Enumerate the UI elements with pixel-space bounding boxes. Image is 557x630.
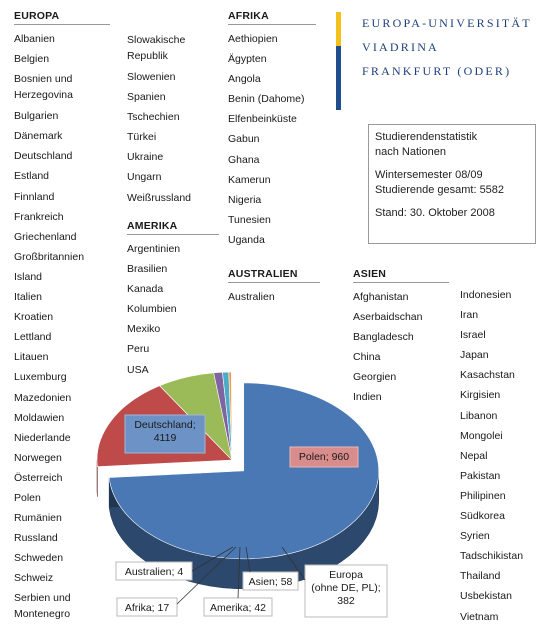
country-item: Indonesien bbox=[460, 289, 512, 301]
svg-text:Afrika; 17: Afrika; 17 bbox=[124, 602, 170, 614]
country-item: Albanien bbox=[14, 33, 55, 45]
country-item: Afghanistan bbox=[353, 291, 409, 303]
australien-heading: AUSTRALIEN bbox=[228, 268, 320, 283]
data-label bbox=[290, 447, 358, 467]
country-item: Australien bbox=[228, 291, 275, 303]
country-item: Österreich bbox=[14, 471, 63, 484]
country-item: Kirgisien bbox=[460, 389, 501, 402]
country-item: Slowakische Republik bbox=[127, 34, 186, 62]
svg-text:Europa: Europa bbox=[329, 569, 363, 581]
country-item: Mongolei bbox=[460, 429, 503, 442]
country-item: Tunesien bbox=[228, 213, 271, 226]
svg-text:4119: 4119 bbox=[153, 432, 177, 444]
country-item: Ungarn bbox=[127, 171, 162, 184]
country-item: Mexiko bbox=[127, 323, 161, 336]
logo-line-2: VIADRINA bbox=[362, 40, 439, 54]
country-item: Ukraine bbox=[127, 151, 164, 164]
country-item: Aethiopien bbox=[228, 33, 278, 45]
data-label bbox=[204, 598, 272, 616]
country-item: Mazedonien bbox=[14, 391, 72, 404]
country-item: Großbritannien bbox=[14, 250, 85, 263]
info-title-2: nach Nationen bbox=[375, 146, 446, 158]
country-item: Finnland bbox=[14, 190, 55, 203]
info-semester: Wintersemester 08/09 bbox=[375, 169, 483, 181]
data-label bbox=[116, 562, 192, 580]
amerika-heading: AMERIKA bbox=[127, 220, 219, 235]
country-item: Angola bbox=[228, 73, 261, 86]
country-item: Gabun bbox=[228, 133, 260, 146]
country-item: Lettland bbox=[14, 331, 52, 344]
country-item: Bosnien und Herzegovina bbox=[14, 73, 73, 102]
country-item: Vietnam bbox=[460, 610, 499, 623]
country-item: Slowenien bbox=[127, 71, 176, 83]
data-label bbox=[243, 572, 298, 590]
country-item: Uganda bbox=[228, 233, 265, 246]
country-item: USA bbox=[127, 363, 149, 376]
country-item: Brasilien bbox=[127, 263, 168, 276]
country-item: Estland bbox=[14, 170, 50, 183]
country-item: Ägypten bbox=[228, 53, 267, 66]
country-item: Philipinen bbox=[460, 489, 506, 502]
country-item: Bangladesch bbox=[353, 331, 414, 344]
country-item: China bbox=[353, 351, 381, 364]
country-item: Belgien bbox=[14, 53, 50, 66]
country-item: Georgien bbox=[353, 371, 397, 384]
country-item: Südkorea bbox=[460, 510, 505, 523]
country-item: Weißrussland bbox=[127, 191, 191, 204]
info-title-1: Studierendenstatistik bbox=[375, 131, 478, 143]
country-item: Polen bbox=[14, 491, 41, 504]
country-item: Benin (Dahome) bbox=[228, 93, 305, 106]
country-item: Türkei bbox=[127, 131, 157, 144]
svg-text:Polen; 960: Polen; 960 bbox=[298, 451, 350, 463]
country-item: Iran bbox=[460, 309, 479, 322]
country-item: Japan bbox=[460, 349, 489, 362]
country-item: Italien bbox=[14, 291, 43, 304]
logo-line-1: EUROPA-UNIVERSITÄT bbox=[362, 16, 532, 30]
country-item: Kasachstan bbox=[460, 369, 515, 382]
country-item: Usbekistan bbox=[460, 590, 512, 603]
country-item: Moldawien bbox=[14, 411, 65, 424]
country-item: Frankreich bbox=[14, 210, 64, 223]
country-item: Indien bbox=[353, 391, 382, 404]
svg-text:382: 382 bbox=[337, 595, 355, 607]
country-item: Libanon bbox=[460, 409, 498, 422]
info-total: Studierende gesamt: 5582 bbox=[375, 184, 505, 196]
country-item: Niederlande bbox=[14, 431, 71, 444]
country-item: Elfenbeinküste bbox=[228, 113, 297, 126]
country-item: Luxemburg bbox=[14, 371, 67, 384]
data-label bbox=[305, 565, 387, 617]
logo-line-3: FRANKFURT (ODER) bbox=[362, 64, 512, 78]
svg-text:Deutschland;: Deutschland; bbox=[134, 419, 196, 431]
data-label bbox=[125, 415, 205, 453]
data-label bbox=[117, 598, 177, 616]
country-item: Litauen bbox=[14, 351, 49, 364]
country-item: Syrien bbox=[460, 530, 490, 543]
svg-text:(ohne DE, PL);: (ohne DE, PL); bbox=[311, 582, 381, 594]
country-item: Spanien bbox=[127, 91, 166, 104]
country-item: Griechenland bbox=[14, 230, 77, 243]
country-item: Dänemark bbox=[14, 130, 63, 143]
country-item: Ghana bbox=[228, 153, 260, 166]
country-item: Israel bbox=[460, 329, 486, 342]
country-item: Schweden bbox=[14, 552, 64, 565]
svg-text:Amerika; 42: Amerika; 42 bbox=[209, 602, 267, 614]
country-item: Nigeria bbox=[228, 193, 262, 206]
country-item: Thailand bbox=[460, 570, 501, 583]
asien-heading: ASIEN bbox=[353, 268, 449, 283]
country-item: Norwegen bbox=[14, 451, 62, 464]
europa-heading: EUROPA bbox=[14, 10, 110, 25]
country-item: Schweiz bbox=[14, 572, 54, 585]
country-item: Deutschland bbox=[14, 150, 73, 163]
country-item: Island bbox=[14, 270, 43, 283]
country-item: Tadschikistan bbox=[460, 550, 524, 563]
svg-text:Australien; 4: Australien; 4 bbox=[124, 566, 184, 578]
svg-text:Asien; 58: Asien; 58 bbox=[248, 576, 293, 588]
country-item: Kolumbien bbox=[127, 303, 177, 316]
country-item: Aserbaidschan bbox=[353, 311, 423, 324]
country-item: Bulgarien bbox=[14, 110, 59, 123]
country-item: Argentinien bbox=[127, 243, 181, 255]
country-item: Russland bbox=[14, 532, 58, 545]
country-item: Kroatien bbox=[14, 311, 54, 324]
country-item: Rumänien bbox=[14, 512, 62, 525]
afrika-heading: AFRIKA bbox=[228, 10, 316, 25]
country-item: Nepal bbox=[460, 449, 488, 462]
country-item: Kamerun bbox=[228, 173, 271, 186]
info-date: Stand: 30. Oktober 2008 bbox=[375, 207, 495, 219]
country-item: Peru bbox=[127, 343, 150, 356]
country-item: Serbien und Montenegro bbox=[14, 592, 71, 621]
country-item: Kanada bbox=[127, 283, 164, 296]
country-item: Tschechien bbox=[127, 111, 180, 124]
country-item: Pakistan bbox=[460, 469, 501, 482]
